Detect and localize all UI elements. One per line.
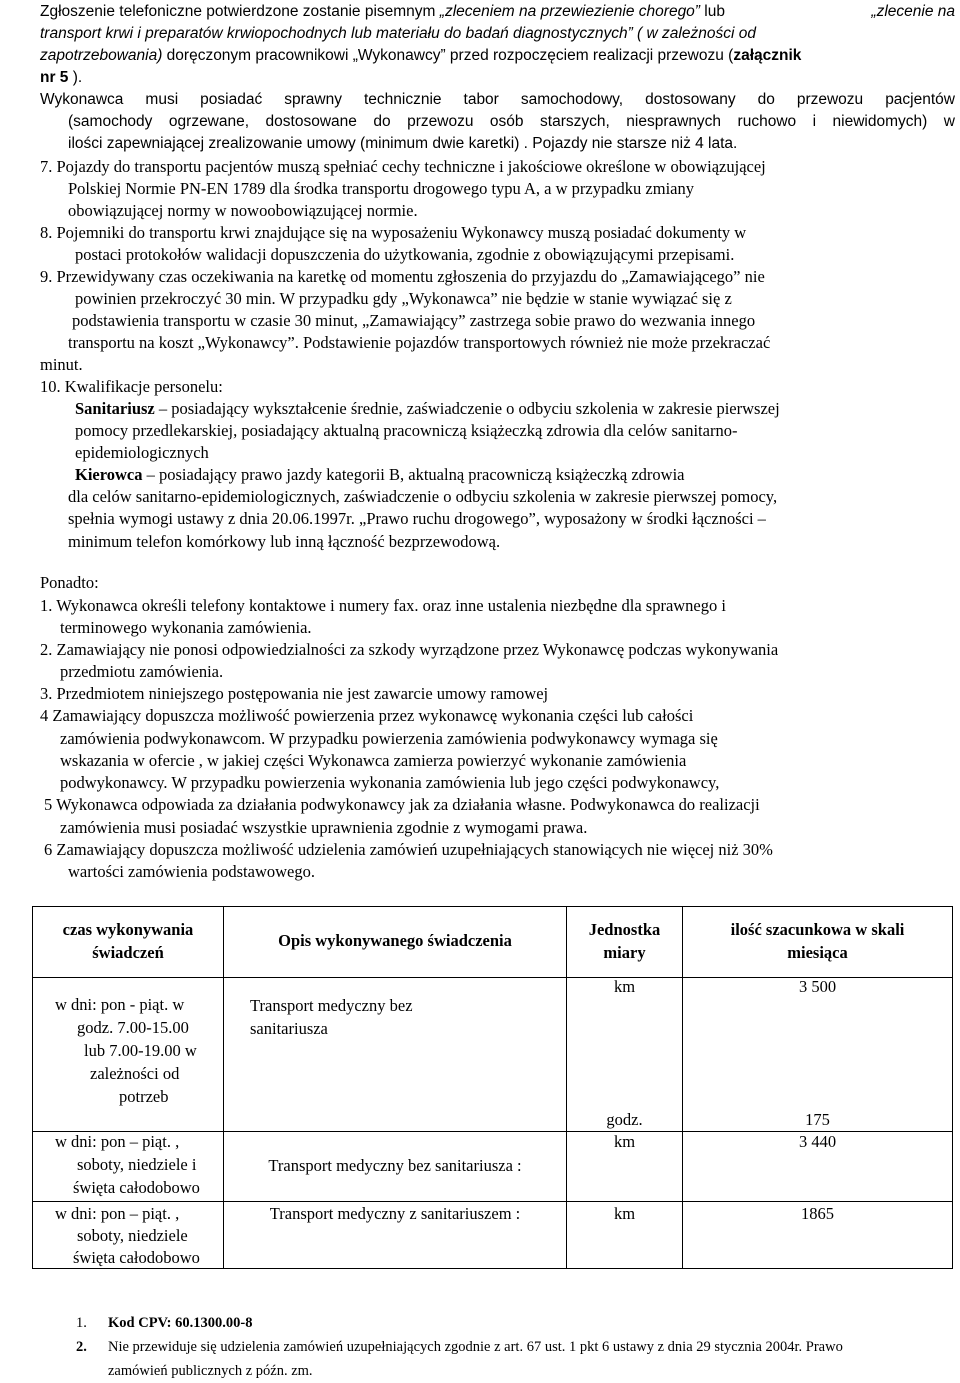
ponadto-line: 3. Przedmiotem niniejszego postępowania nie jest zawarcie umowy ramowej — [40, 684, 549, 703]
item-9-line-4: transportu na koszt „Wykonawcy”. Podstawienie pojazdów transportowych również nie może przekraczać — [68, 333, 771, 352]
item-7-line-1: 7. Pojazdy do transportu pacjentów muszą spełniać cechy techniczne i jakościowe określone w obowiązującej — [40, 157, 766, 176]
item-9-line-1: 9. Przewidywany czas oczekiwania na karetkę od momentu zgłoszenia do przyjazdu do „Zamawiającego” nie — [40, 267, 765, 286]
header-description: Opis wykonywanego świadczenia — [278, 931, 512, 950]
ponadto-line: 5 Wykonawca odpowiada za działania podwykonawcy jak za działania własne. Podwykonawca do realizacji — [44, 795, 760, 814]
kierowca-line-4: minimum telefon komórkowy lub inną łączność bezprzewodową. — [68, 532, 501, 551]
row1-time-line: lub 7.00-19.00 w — [84, 1041, 197, 1060]
row3-time-line: soboty, niedziele — [77, 1226, 188, 1245]
row3-description: Transport medyczny z sanitariuszem : — [269, 1204, 521, 1223]
item-9-line-3: podstawienia transportu w czasie 30 minut, „Zamawiający” zastrzega sobie prawo do wezwania innego — [72, 311, 756, 330]
ponadto-line: 4 Zamawiający dopuszcza możliwość powierzenia przez wykonawcę wykonania części lub całości — [40, 706, 694, 725]
ponadto-line: 2. Zamawiający nie ponosi odpowiedzialności za szkody wyrządzone przez Wykonawcę podczas wykonywania — [40, 640, 779, 659]
sanitariusz-line-1: Sanitariusz – posiadający wykształcenie średnie, zaświadczenie o odbyciu szkolenia w zakresie pierwszej — [75, 399, 780, 418]
intro-line-2: transport krwi i preparatów krwiopochodnych lub materiału do badań diagnostycznych” ( w zależności od — [40, 25, 756, 42]
table-row — [33, 978, 953, 1132]
header-unit: Jednostka miary — [588, 920, 661, 962]
footnote-2-text-line-1: Nie przewiduje się udzielenia zamówień uzupełniających zgodnie z art. 67 ust. 1 pkt 6 ustawy z dnia 29 stycznia 2004r. Prawo — [108, 1339, 843, 1355]
row3-time-line: w dni: pon – piąt. , — [55, 1204, 180, 1223]
row3-time-line: święta całodobowo — [73, 1248, 200, 1267]
intro-line-4: nr 5 ). — [40, 69, 83, 86]
ponadto-line: wartości zamówienia podstawowego. — [68, 862, 315, 881]
ponadto-line: zamówienia musi posiadać wszystkie uprawnienia zgodnie z wymogami prawa. — [60, 818, 588, 837]
header-time: czas wykonywania świadczeń — [62, 920, 194, 962]
sanitariusz-line-2: pomocy przedlekarskiej, posiadający aktualną pracowniczą książeczką zdrowia dla celów sanitarno- — [75, 421, 738, 440]
item-10-title: 10. Kwalifikacje personelu: — [40, 377, 223, 396]
row1-unit-km: km — [613, 977, 636, 996]
row2-time-line: w dni: pon – piąt. , — [55, 1132, 180, 1151]
intro-line-1: Zgłoszenie telefoniczne potwierdzone zostanie pisemnym „zleceniem na przewiezienie chorego” lub „zlecenie na — [40, 3, 955, 20]
item-9-line-2: powinien przekroczyć 30 min. W przypadku gdy „Wykonawca” nie będzie w stanie wywiązać się z — [75, 289, 732, 308]
row1-time-line: zależności od — [90, 1064, 180, 1083]
row1-quantity-km: 3 500 — [798, 977, 837, 996]
wykonawca-line-2: (samochody ogrzewane, dostosowane do przewozu osób starszych, niesprawnych ruchowo i niewidomych) w — [68, 113, 955, 130]
kierowca-line-1: Kierowca – posiadający prawo jazdy kategorii B, aktualną pracowniczą książeczką zdrowia — [75, 465, 685, 484]
wykonawca-line-3: ilości zapewniającej zrealizowanie umowy (minimum dwie karetki) . Pojazdy nie starsze niż 4 lata. — [68, 135, 738, 152]
ponadto-line: 6 Zamawiający dopuszcza możliwość udzielenia zamówień uzupełniających stanowiących nie więcej niż 30% — [44, 840, 773, 859]
header-quantity: ilość szacunkowa w skali miesiąca — [730, 920, 905, 962]
footnote-1-number: 1. — [76, 1315, 87, 1331]
ponadto-title: Ponadto: — [40, 573, 99, 592]
sanitariusz-line-3: epidemiologicznych — [75, 443, 209, 462]
row1-unit-hours: godz. — [606, 1110, 643, 1129]
ponadto-line: przedmiotu zamówienia. — [60, 662, 224, 681]
ponadto-line: wskazania w ofercie , w jakiej części Wykonawca zamierza powierzyć wykonanie zamówienia — [60, 751, 687, 770]
table-row — [33, 1132, 953, 1202]
row2-unit: km — [613, 1132, 636, 1151]
intro-line-3: zapotrzebowania) doręczonym pracownikowi „Wykonawcy” przed rozpoczęciem realizacji przewozu (załącznik — [40, 47, 802, 64]
row2-time-line: soboty, niedziele i — [77, 1155, 197, 1174]
footnote-2-number: 2. — [76, 1339, 87, 1355]
table-header-row — [33, 907, 953, 978]
item-7-line-2: Polskiej Normie PN-EN 1789 dla środka transportu drogowego typu A, a w przypadku zmiany — [68, 179, 694, 198]
ponadto-line: zamówienia podwykonawcom. W przypadku powierzenia zamówienia podwykonawcy wymaga się — [60, 729, 718, 748]
row1-description-line: sanitariusza — [250, 1019, 328, 1038]
ponadto-line: terminowego wykonania zamówienia. — [60, 618, 312, 637]
row1-time-line: w dni: pon - piąt. w — [55, 995, 185, 1014]
kierowca-line-2: dla celów sanitarno-epidemiologicznych, zaświadczenie o odbyciu szkolenia w zakresie pierwszej pomocy, — [68, 487, 778, 506]
row1-time-line: godz. 7.00-15.00 — [77, 1018, 189, 1037]
item-8-line-1: 8. Pojemniki do transportu krwi znajdujące się na wyposażeniu Wykonawcy muszą posiadać dokumenty w — [40, 223, 747, 242]
row2-description: Transport medyczny bez sanitariusza : — [268, 1156, 522, 1175]
footnote-1-text: Kod CPV: 60.1300.00-8 — [108, 1315, 253, 1331]
item-8-line-2: postaci protokołów walidacji dopuszczenia do użytkowania, zgodnie z obowiązującymi przepisami. — [75, 245, 735, 264]
item-9-line-5: minut. — [40, 355, 83, 374]
row3-quantity: 1865 — [801, 1204, 834, 1223]
item-7-line-3: obowiązującej normy w nowoobowiązującej normie. — [68, 201, 418, 220]
services-table — [32, 906, 953, 1269]
row2-time-line: święta całodobowo — [73, 1178, 200, 1197]
wykonawca-line-1: Wykonawca musi posiadać sprawny technicznie tabor samochodowy, dostosowany do przewozu pacjentów — [40, 91, 955, 108]
ponadto-line: podwykonawcy. W przypadku powierzenia wykonania zamówienia lub jego części podwykonawcy, — [60, 773, 720, 792]
row3-unit: km — [613, 1204, 636, 1223]
kierowca-line-3: spełnia wymogi ustawy z dnia 20.06.1997r. „Prawo ruchu drogowego”, wyposażony w środki łączności – — [68, 509, 766, 528]
row1-description-line: Transport medyczny bez — [250, 996, 413, 1015]
row2-quantity: 3 440 — [798, 1132, 837, 1151]
row1-quantity-hours: 175 — [805, 1110, 830, 1129]
ponadto-line: 1. Wykonawca określi telefony kontaktowe i numery fax. oraz inne ustalenia niezbędne dla sprawnego i — [40, 596, 726, 615]
table-row — [33, 1202, 953, 1269]
row1-time-line: potrzeb — [119, 1087, 169, 1106]
footnote-2-text-line-2: zamówień publicznych z późn. zm. — [108, 1363, 313, 1379]
